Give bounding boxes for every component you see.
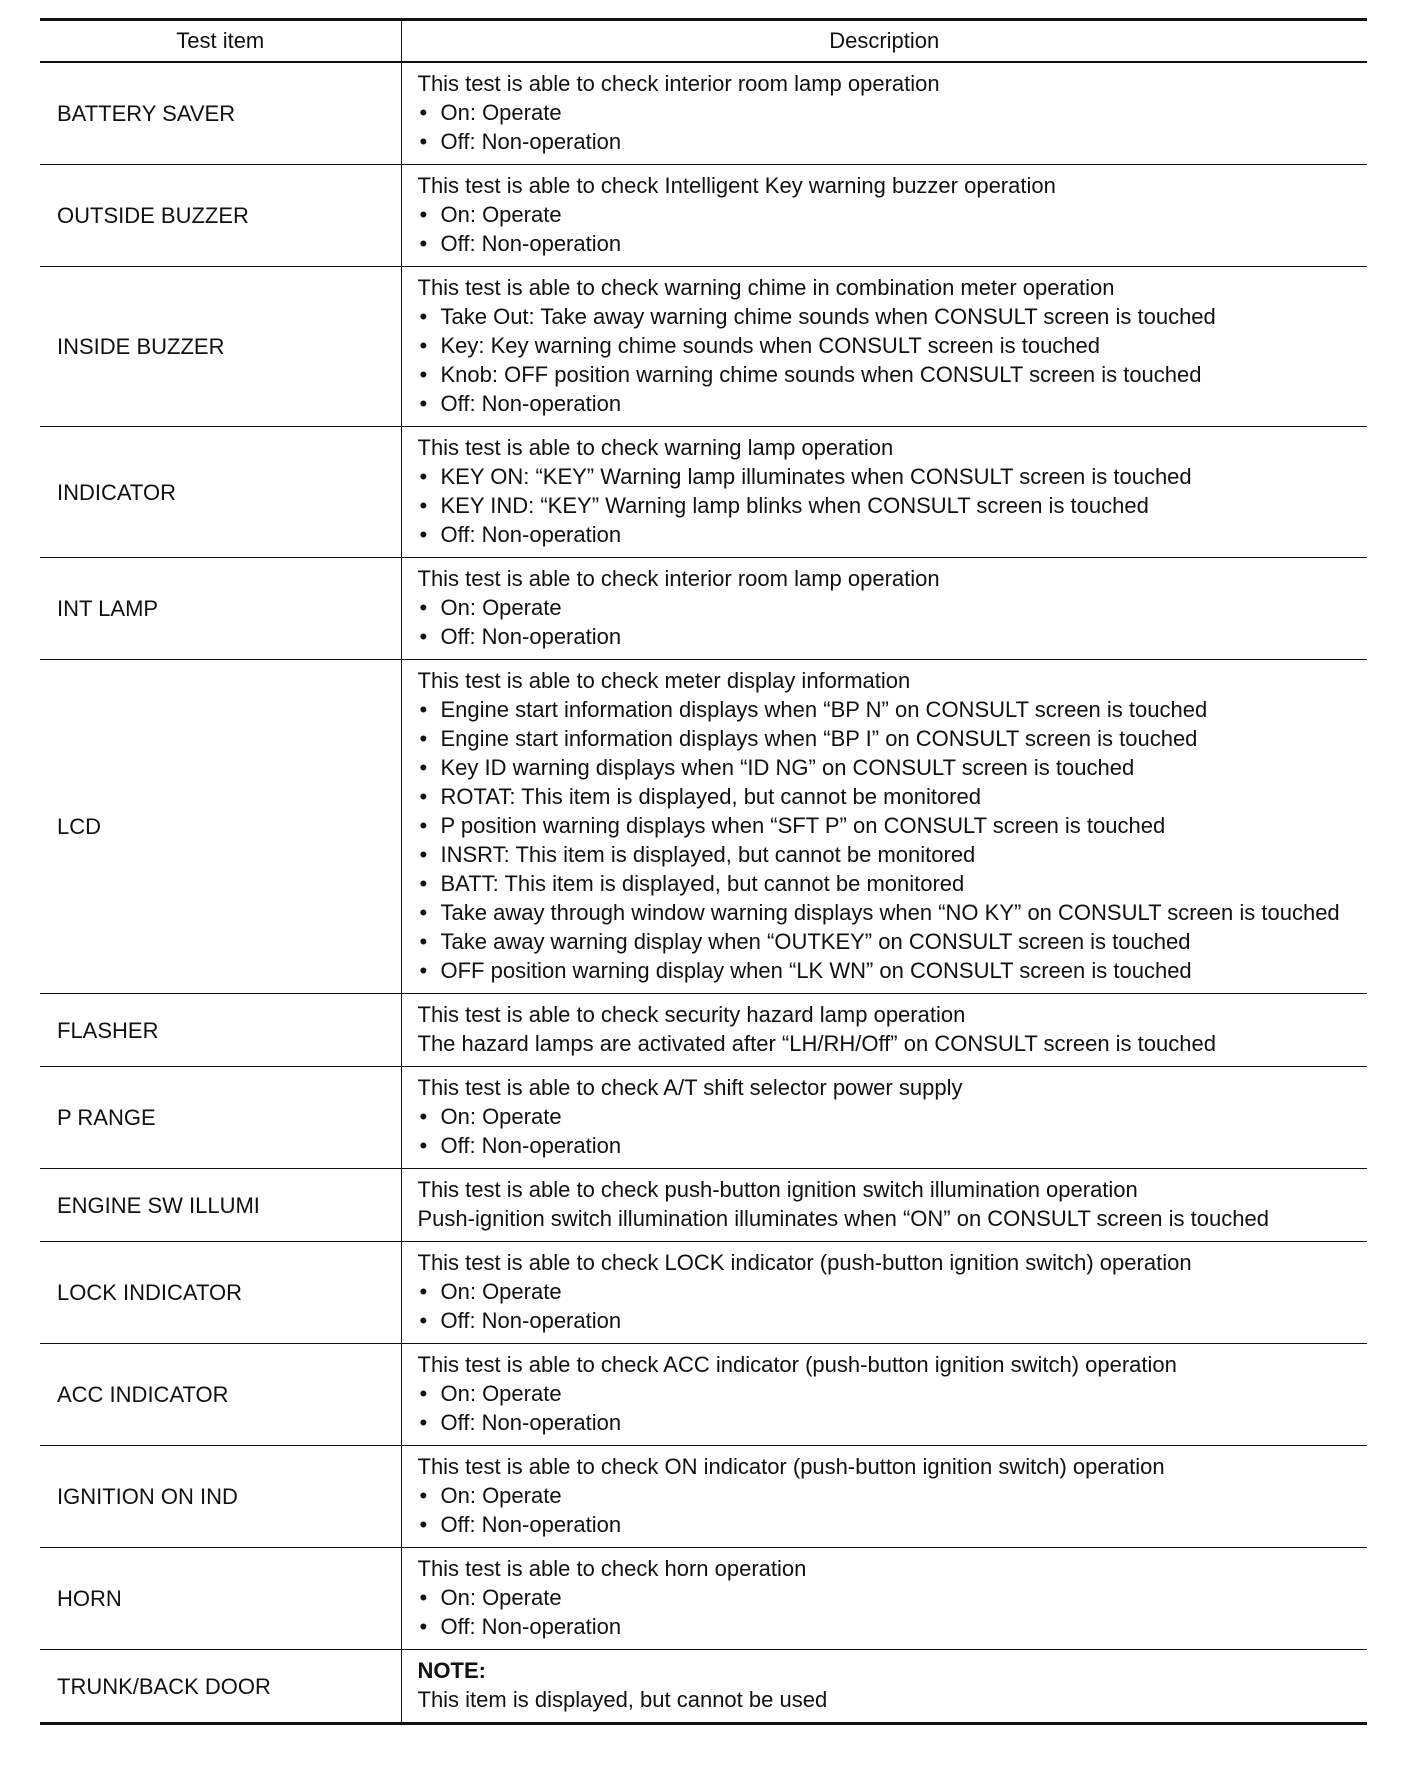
table-row — [40, 165, 1367, 267]
test-item-cell: ENGINE SW ILLUMI — [40, 1169, 401, 1242]
description-bullet: • Off: Non-operation — [418, 1612, 1358, 1641]
description-intro: This item is displayed, but cannot be used — [417, 1687, 828, 1712]
description-cell — [401, 427, 1367, 558]
description-bullet: • KEY IND: “KEY” Warning lamp blinks when CONSULT screen is touched — [418, 491, 1358, 520]
description-bullet: • On: Operate — [418, 98, 1358, 127]
test-item-table — [40, 18, 1367, 1725]
description-bullet: • Engine start information displays when “BP N” on CONSULT screen is touched — [418, 695, 1358, 724]
description-bullet: • Off: Non-operation — [418, 389, 1358, 418]
description-intro: This test is able to check interior room lamp operation — [417, 71, 940, 96]
test-item-cell: OUTSIDE BUZZER — [40, 165, 401, 267]
description-intro: This test is able to check push-button ignition switch illumination operation — [417, 1177, 1138, 1202]
description-bullet: • Engine start information displays when “BP I” on CONSULT screen is touched — [418, 724, 1358, 753]
description-intro: This test is able to check A/T shift selector power supply — [417, 1075, 963, 1100]
description-bullet: • OFF position warning display when “LK WN” on CONSULT screen is touched — [418, 956, 1358, 985]
test-item-cell: LCD — [40, 660, 401, 994]
description-bullet: • Take away warning display when “OUTKEY” on CONSULT screen is touched — [418, 927, 1358, 956]
table-header-row — [40, 20, 1367, 63]
description-cell — [401, 558, 1367, 660]
description-bullet: • Off: Non-operation — [418, 1306, 1358, 1335]
table-row — [40, 267, 1367, 427]
test-item-cell: P RANGE — [40, 1067, 401, 1169]
description-bullet: • Key: Key warning chime sounds when CONSULT screen is touched — [418, 331, 1358, 360]
description-bullet: • On: Operate — [418, 200, 1358, 229]
table-row — [40, 62, 1367, 165]
description-bullet: • Off: Non-operation — [418, 622, 1358, 651]
description-intro: This test is able to check LOCK indicator (push-button ignition switch) operation — [417, 1250, 1192, 1275]
test-item-cell: INDICATOR — [40, 427, 401, 558]
description-bullet: • Off: Non-operation — [418, 229, 1358, 258]
table-row — [40, 558, 1367, 660]
test-item-cell: FLASHER — [40, 994, 401, 1067]
description-bullet: • Key ID warning displays when “ID NG” on CONSULT screen is touched — [418, 753, 1358, 782]
description-bullet: • Off: Non-operation — [418, 127, 1358, 156]
test-item-cell: BATTERY SAVER — [40, 62, 401, 165]
description-intro: This test is able to check ON indicator (push-button ignition switch) operation — [417, 1454, 1165, 1479]
header-description: Description — [401, 20, 1367, 63]
test-item-cell: TRUNK/BACK DOOR — [40, 1650, 401, 1724]
description-intro: This test is able to check warning chime in combination meter operation — [417, 275, 1115, 300]
description-cell — [401, 660, 1367, 994]
description-bullet: • INSRT: This item is displayed, but cannot be monitored — [418, 840, 1358, 869]
header-test-item: Test item — [40, 20, 401, 63]
description-intro: This test is able to check ACC indicator (push-button ignition switch) operation — [417, 1352, 1177, 1377]
test-item-cell: LOCK INDICATOR — [40, 1242, 401, 1344]
description-detail: Push-ignition switch illumination illuminates when “ON” on CONSULT screen is touched — [417, 1206, 1269, 1231]
description-bullet: • KEY ON: “KEY” Warning lamp illuminates when CONSULT screen is touched — [418, 462, 1358, 491]
description-intro: This test is able to check Intelligent Key warning buzzer operation — [417, 173, 1056, 198]
description-bullet: • On: Operate — [418, 1481, 1358, 1510]
description-intro: This test is able to check meter display information — [417, 668, 911, 693]
description-bullet: • On: Operate — [418, 1583, 1358, 1612]
test-item-cell: INSIDE BUZZER — [40, 267, 401, 427]
table-row — [40, 1446, 1367, 1548]
description-cell — [401, 1344, 1367, 1446]
description-intro: This test is able to check interior room lamp operation — [417, 566, 940, 591]
description-intro: This test is able to check horn operation — [417, 1556, 807, 1581]
description-bullet: • Off: Non-operation — [418, 1408, 1358, 1437]
description-bullet: • ROTAT: This item is displayed, but cannot be monitored — [418, 782, 1358, 811]
table-row — [40, 1242, 1367, 1344]
description-detail: The hazard lamps are activated after “LH/RH/Off” on CONSULT screen is touched — [417, 1031, 1216, 1056]
table-row — [40, 1650, 1367, 1724]
description-bullet: • On: Operate — [418, 1102, 1358, 1131]
description-cell — [401, 1548, 1367, 1650]
description-cell — [401, 267, 1367, 427]
description-cell — [401, 1067, 1367, 1169]
table-row — [40, 660, 1367, 994]
description-bullet: • P position warning displays when “SFT P” on CONSULT screen is touched — [418, 811, 1358, 840]
description-bullet: • BATT: This item is displayed, but cannot be monitored — [418, 869, 1358, 898]
test-item-cell: INT LAMP — [40, 558, 401, 660]
table-row — [40, 1067, 1367, 1169]
description-bullet: • Take away through window warning displays when “NO KY” on CONSULT screen is touched — [418, 898, 1358, 927]
test-item-cell: IGNITION ON IND — [40, 1446, 401, 1548]
description-bullet: • Knob: OFF position warning chime sounds when CONSULT screen is touched — [418, 360, 1358, 389]
description-bullet: • On: Operate — [418, 1379, 1358, 1408]
description-bullet: • On: Operate — [418, 593, 1358, 622]
table-row — [40, 994, 1367, 1067]
note-label: NOTE: — [417, 1658, 486, 1683]
table-row — [40, 1169, 1367, 1242]
table-row — [40, 427, 1367, 558]
test-item-cell: ACC INDICATOR — [40, 1344, 401, 1446]
description-bullet: • Take Out: Take away warning chime sounds when CONSULT screen is touched — [418, 302, 1358, 331]
description-cell — [401, 62, 1367, 165]
description-cell — [401, 1169, 1367, 1242]
description-bullet: • On: Operate — [418, 1277, 1358, 1306]
description-intro: This test is able to check warning lamp operation — [417, 435, 894, 460]
description-bullet: • Off: Non-operation — [418, 1510, 1358, 1539]
description-bullet: • Off: Non-operation — [418, 520, 1358, 549]
description-cell — [401, 1242, 1367, 1344]
description-bullet: • Off: Non-operation — [418, 1131, 1358, 1160]
table-row — [40, 1344, 1367, 1446]
description-cell — [401, 1446, 1367, 1548]
description-intro: This test is able to check security hazard lamp operation — [417, 1002, 966, 1027]
description-cell — [401, 1650, 1367, 1724]
table-row — [40, 1548, 1367, 1650]
test-item-cell: HORN — [40, 1548, 401, 1650]
description-cell — [401, 165, 1367, 267]
description-cell — [401, 994, 1367, 1067]
